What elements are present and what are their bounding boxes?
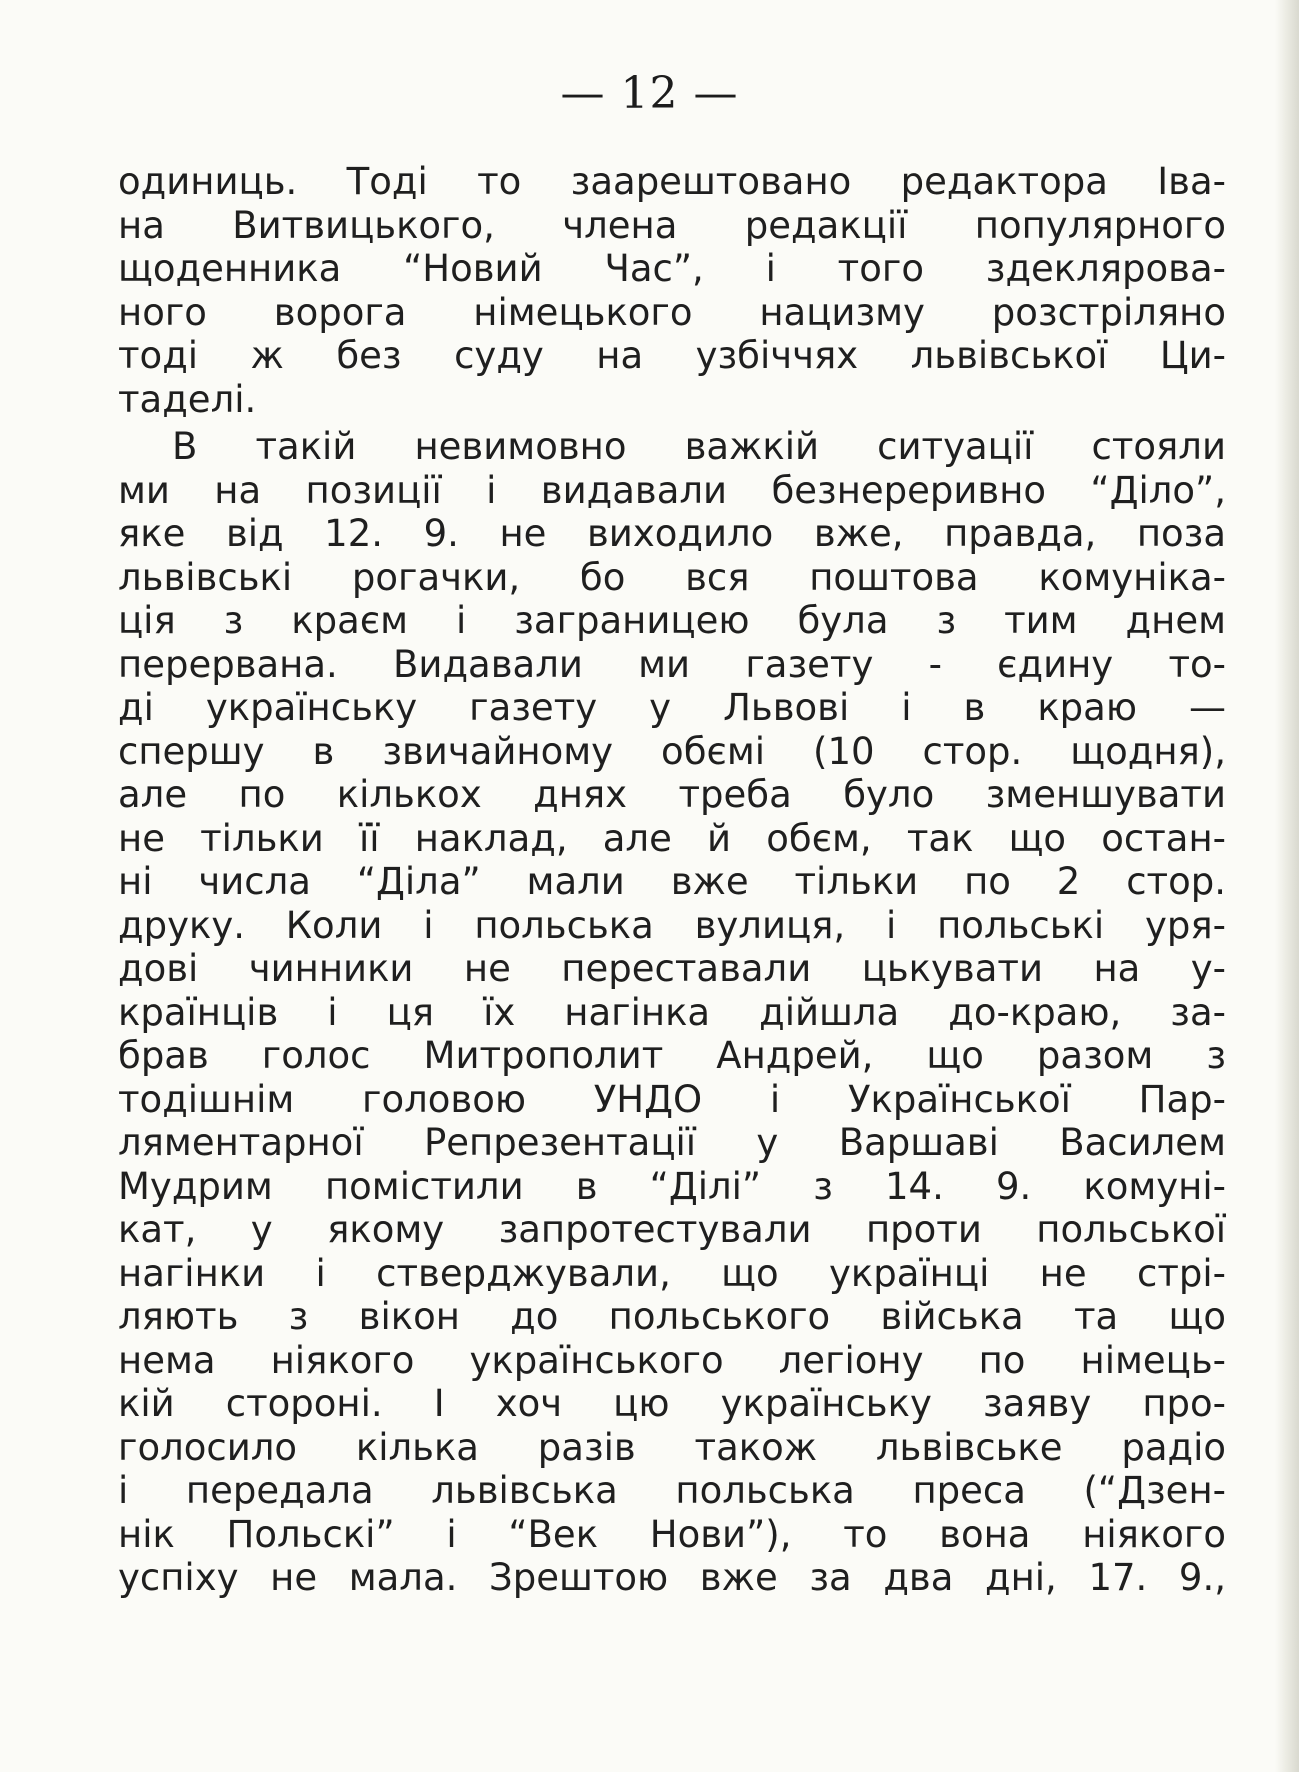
text-line: ляють з вікон до польського війська та що bbox=[118, 1295, 1226, 1338]
text-line: на Витвицького, члена редакції популярного bbox=[118, 203, 1226, 247]
text-line: кат, у якому запротестували проти польської bbox=[118, 1208, 1226, 1251]
text-line: одиниць. Тоді то заарештовано редактора Іва- bbox=[118, 160, 1226, 203]
text-line: ляментарної Репрезентації у Варшаві Василем bbox=[118, 1121, 1226, 1164]
text-line: щоденника “Новий Час”, і того здеклярова- bbox=[118, 247, 1226, 290]
text-line: ція з краєм і заграницею була з тим днем bbox=[118, 599, 1226, 642]
text-line: ми на позиції і видавали безнереривно “Діло”, bbox=[118, 468, 1226, 512]
text-line: тоді ж без суду на узбіччях львівської Ци- bbox=[118, 334, 1226, 377]
text-line: дові чинники не переставали цькувати на у- bbox=[118, 947, 1226, 990]
text-line: країнців і ця їх нагінка дійшла до-краю, за- bbox=[118, 990, 1226, 1034]
text-line: В такій невимовно важкій ситуації стояли bbox=[172, 425, 1226, 468]
page-edge-shadow bbox=[1275, 0, 1299, 1772]
text-line: ді українську газету у Львові і в краю — bbox=[118, 686, 1226, 729]
body-text bbox=[118, 160, 1226, 1600]
text-line: не тільки її наклад, але й обєм, так що остан- bbox=[118, 816, 1226, 860]
text-line: успіху не мала. Зрештою вже за два дні, 17. 9., bbox=[118, 1556, 1226, 1599]
text-line: ні числа “Діла” мали вже тільки по 2 стор. bbox=[118, 860, 1226, 903]
text-line: спершу в звичайному обємі (10 стор. щодня), bbox=[118, 729, 1226, 773]
text-line: брав голос Митрополит Андрей, що разом з bbox=[118, 1034, 1226, 1077]
text-line: нік Польскі” і “Век Нови”), то вона ніякого bbox=[118, 1512, 1226, 1556]
text-line: львівські рогачки, бо вся поштова комуніка- bbox=[118, 555, 1226, 599]
text-line: яке від 12. 9. не виходило вже, правда, поза bbox=[118, 512, 1226, 555]
text-line: нагінки і стверджували, що українці не стрі- bbox=[118, 1251, 1226, 1295]
text-line: ного ворога німецького нацизму розстріляно bbox=[118, 290, 1226, 334]
text-line: Мудрим помістили в “Ділі” з 14. 9. комуні- bbox=[118, 1164, 1226, 1208]
text-line: тодішнім головою УНДО і Української Пар- bbox=[118, 1077, 1226, 1121]
text-line: і передала львівська польська преса (“Дзен- bbox=[118, 1469, 1226, 1512]
text-line: кій стороні. І хоч цю українську заяву про- bbox=[118, 1382, 1226, 1425]
text-line: друку. Коли і польська вулиця, і польські уря- bbox=[118, 903, 1226, 947]
text-line: перервана. Видавали ми газету - єдину то- bbox=[118, 642, 1226, 686]
text-line: голосило кілька разів також львівське радіо bbox=[118, 1425, 1226, 1469]
text-line: але по кількох днях треба було зменшувати bbox=[118, 773, 1226, 816]
page-number: — 12 — bbox=[560, 68, 739, 119]
text-line: нема ніякого українського легіону по німець- bbox=[118, 1338, 1226, 1382]
text-line: таделі. bbox=[118, 377, 257, 421]
